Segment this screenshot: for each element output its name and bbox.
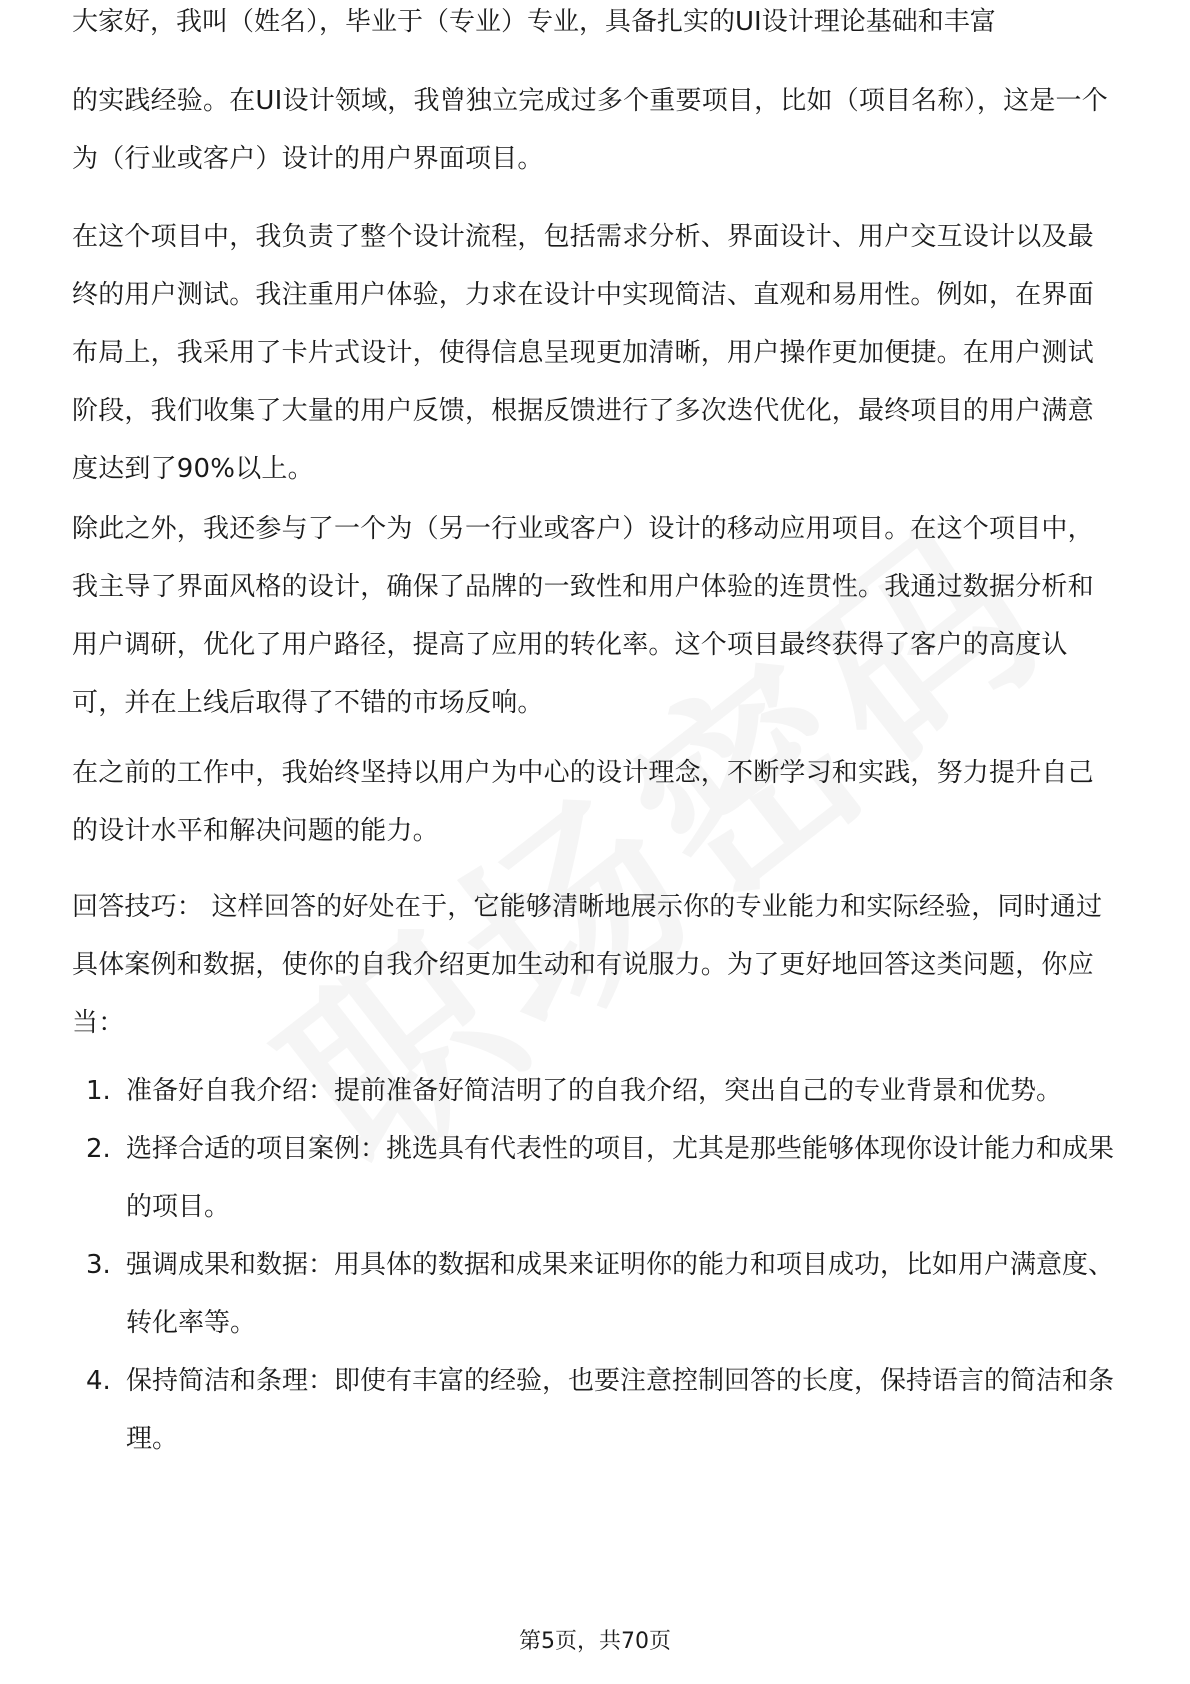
list-item [72,1236,1118,1352]
list-item-text: 准备好自我介绍：提前准备好简洁明了的自我介绍，突出自己的专业背景和优势。 [126,1076,1063,1106]
list-item-text: 保持简洁和条理：即使有丰富的经验，也要注意控制回答的长度，保持语言的简洁和条理。 [126,1366,1115,1454]
paragraph-intro-continued: 的实践经验。在UI设计领域，我曾独立完成过多个重要项目，比如（项目名称），这是一个为（行业或客户）设计的用户界面项目。 [72,86,1108,174]
cut-off-top-line [72,7,1118,56]
list-item [72,1062,1118,1120]
list-number: 4. [86,1366,111,1396]
list-number: 2. [86,1134,111,1164]
paragraph-mobile-project: 除此之外，我还参与了一个为（另一行业或客户）设计的移动应用项目。在这个项目中，我主导了界面风格的设计，确保了品牌的一致性和用户体验的连贯性。我通过数据分析和用户调研，优化了用户路径，提高了应用的转化率。这个项目最终获得了客户的高度认可，并在上线后取得了不错的市场反响。 [72,514,1094,718]
paragraph-answer-tips: 回答技巧： 这样回答的好处在于，它能够清晰地展示你的专业能力和实际经验，同时通过具体案例和数据，使你的自我介绍更加生动和有说服力。为了更好地回答这类问题，你应当： [72,892,1103,1038]
page-footer: 第5页，共70页 [519,1629,671,1654]
list-item [72,1352,1118,1468]
tips-list [72,1062,1118,1468]
list-number: 3. [86,1250,111,1280]
list-number: 1. [86,1076,111,1106]
list-item-text: 强调成果和数据：用具体的数据和成果来证明你的能力和项目成功，比如用户满意度、转化率等。 [126,1250,1115,1338]
cut-off-top-line-text: 大家好，我叫（姓名），毕业于（专业）专业，具备扎实的UI设计理论基础和丰富 [72,7,996,37]
paragraph-work-philosophy: 在之前的工作中，我始终坚持以用户为中心的设计理念，不断学习和实践，努力提升自己的设计水平和解决问题的能力。 [72,758,1094,846]
list-item [72,1120,1118,1236]
list-item-text: 选择合适的项目案例：挑选具有代表性的项目，尤其是那些能够体现你设计能力和成果的项目。 [126,1134,1115,1222]
paragraph-project-process: 在这个项目中，我负责了整个设计流程，包括需求分析、界面设计、用户交互设计以及最终的用户测试。我注重用户体验，力求在设计中实现简洁、直观和易用性。例如，在界面布局上，我采用了卡片式设计，使得信息呈现更加清晰，用户操作更加便捷。在用户测试阶段，我们收集了大量的用户反馈，根据反馈进行了多次迭代优化，最终项目的用户满意度达到了90%以上。 [72,222,1094,484]
